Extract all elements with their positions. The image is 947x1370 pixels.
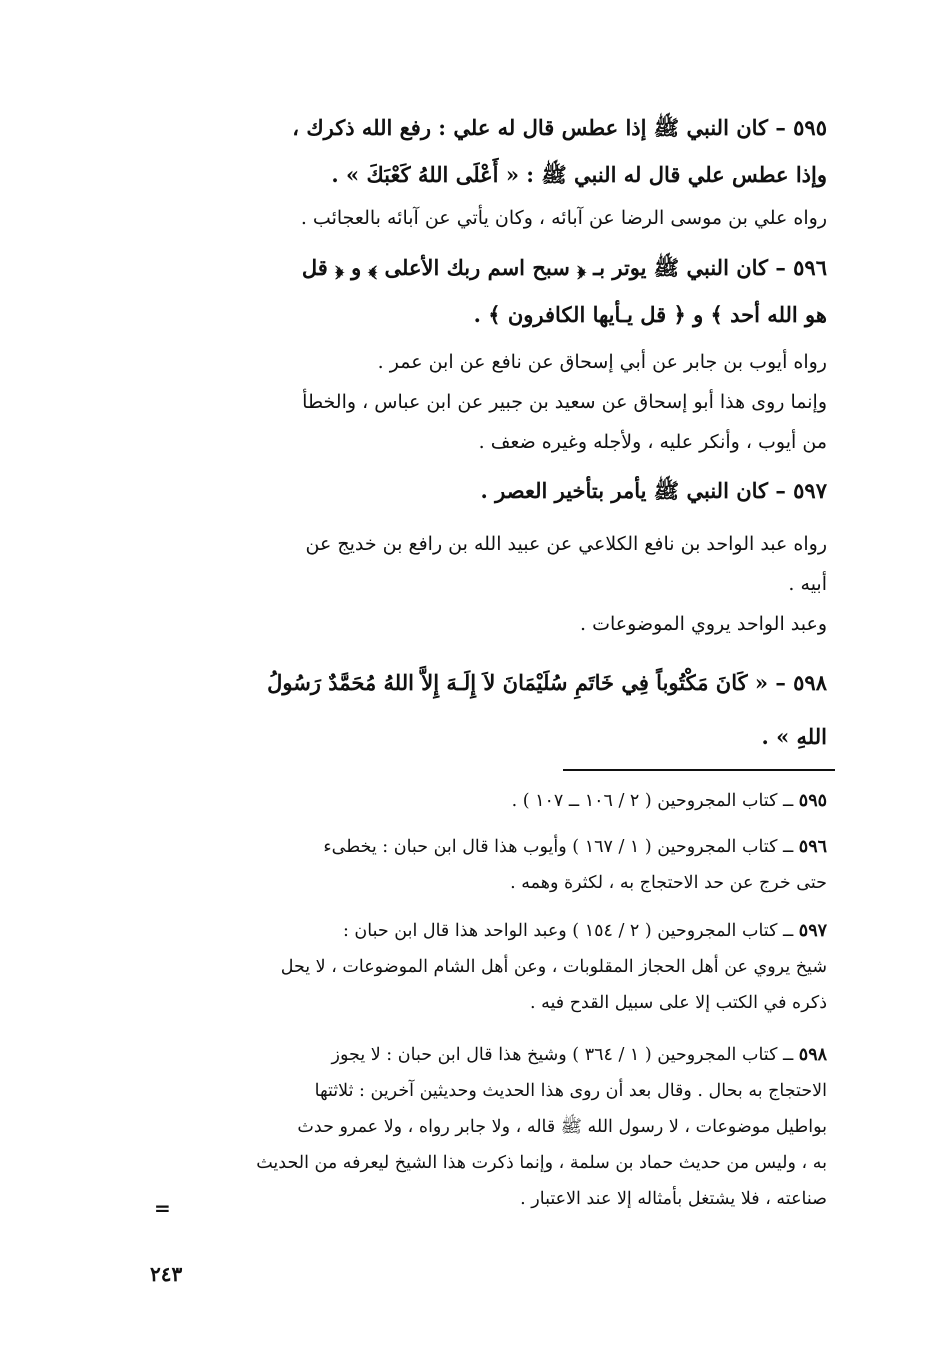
footnote-line: ٥٩٨ ــ كتاب المجروحين ( ١ / ٣٦٤ ) وشيخ هذا قال ابن حبان : لا يجوز <box>331 1045 827 1065</box>
hadith-595-heading <box>137 104 827 198</box>
footnote-596 <box>137 829 827 901</box>
hadith-number: ٥٩٧ <box>793 478 827 503</box>
hadith-597-commentary <box>137 524 827 644</box>
hadith-597-heading <box>137 467 827 514</box>
heading-line: اللهِ » . <box>761 724 827 749</box>
footnote-number: ٥٩٥ <box>798 791 827 811</box>
footnote-number: ٥٩٦ <box>798 837 827 857</box>
footnote-line: ٥٩٧ ــ كتاب المجروحين ( ٢ / ١٥٤ ) وعبد الواحد هذا قال ابن حبان : <box>342 921 827 941</box>
commentary-line: رواه أيوب بن جابر عن أبي إسحاق عن نافع عن ابن عمر . <box>377 351 827 373</box>
footnote-number: ٥٩٨ <box>798 1045 827 1065</box>
hadith-number: ٥٩٦ <box>793 255 827 280</box>
heading-line: ٥٩٨ – « كَانَ مَكْتُوباً فِي خَاتَمِ سُلَيْمَانَ لاَ إِلَـهَ إِلاَّ اللهُ مُحَمَّدٌ رَسُولُ <box>267 670 827 695</box>
page-number: ٢٤٣ <box>150 1262 183 1286</box>
footnote-line: به ، وليس من حديث حماد بن سلمة ، وإنما ذكرت هذا الشيخ ليعرفه من الحديث <box>256 1153 827 1173</box>
heading-line: هو الله أحد ﴾ و ﴿ قل يـأيها الكافرون ﴾ . <box>473 302 827 327</box>
commentary-line: من أيوب ، وأنكر عليه ، ولأجله وغيره ضعف . <box>478 431 827 453</box>
hadith-595-commentary <box>137 198 827 238</box>
footnote-line: شيخ يروي عن أهل الحجاز المقلوبات ، وعن أهل الشام الموضوعات ، لا يحل <box>280 957 827 977</box>
footnote-number: ٥٩٧ <box>798 921 827 941</box>
heading-line: ٥٩٥ – كان النبي ﷺ إذا عطس قال له علي : رفع الله ذكرك ، <box>292 115 827 140</box>
footnote-line: الاحتجاج به بحال . وقال بعد أن روى هذا الحديث وحديثين آخرين : ثلاثتها <box>314 1081 827 1101</box>
commentary-line: وعبد الواحد يروي الموضوعات . <box>580 613 827 635</box>
footnote-597 <box>137 913 827 1021</box>
heading-line: وإذا عطس علي قال له النبي ﷺ : « أَعْلَى اللهُ كَعْبَكَ » . <box>331 162 827 187</box>
footnote-line: ٥٩٥ ــ كتاب المجروحين ( ٢ / ١٠٦ ــ ١٠٧ ) . <box>511 791 827 811</box>
continuation-mark: = <box>154 1196 171 1220</box>
heading-line: ٥٩٦ – كان النبي ﷺ يوتر بـ ﴿ سبح اسم ربك الأعلى ﴾ و ﴿ قل <box>301 255 827 280</box>
hadith-598-heading <box>137 656 827 764</box>
footnote-line: حتى خرج عن حد الاحتجاج به ، لكثرة وهمه . <box>510 873 827 893</box>
hadith-596-heading <box>137 244 827 338</box>
commentary-line: رواه عبد الواحد بن نافع الكلاعي عن عبيد الله بن رافع بن خديج عن <box>305 533 827 555</box>
footnote-598 <box>137 1037 827 1217</box>
hadith-number: ٥٩٨ <box>793 670 827 695</box>
footnote-line: صناعته ، فلا يشتغل بأمثاله إلا عند الاعتبار . <box>520 1189 827 1209</box>
commentary-line: رواه علي بن موسى الرضا عن آبائه ، وكان يأتي عن آبائه بالعجائب . <box>300 207 827 229</box>
footnote-line: ذكره في الكتب إلا على سبيل القدح فيه . <box>530 993 827 1013</box>
commentary-line: وإنما روى هذا أبو إسحاق عن سعيد بن جبير عن ابن عباس ، والخطأ <box>302 391 827 413</box>
footnote-595 <box>137 783 827 819</box>
commentary-line: أبيه . <box>788 573 827 595</box>
hadith-596-commentary <box>137 342 827 462</box>
footnote-separator <box>563 769 835 771</box>
heading-line: ٥٩٧ – كان النبي ﷺ يأمر بتأخير العصر . <box>480 478 827 503</box>
footnote-line: ٥٩٦ ــ كتاب المجروحين ( ١ / ١٦٧ ) وأيوب هذا قال ابن حبان : يخطىء <box>323 837 827 857</box>
hadith-number: ٥٩٥ <box>793 115 827 140</box>
footnote-line: بواطيل موضوعات ، لا رسول الله ﷺ قاله ، ولا جابر رواه ، ولا عمرو حدث <box>297 1117 827 1137</box>
